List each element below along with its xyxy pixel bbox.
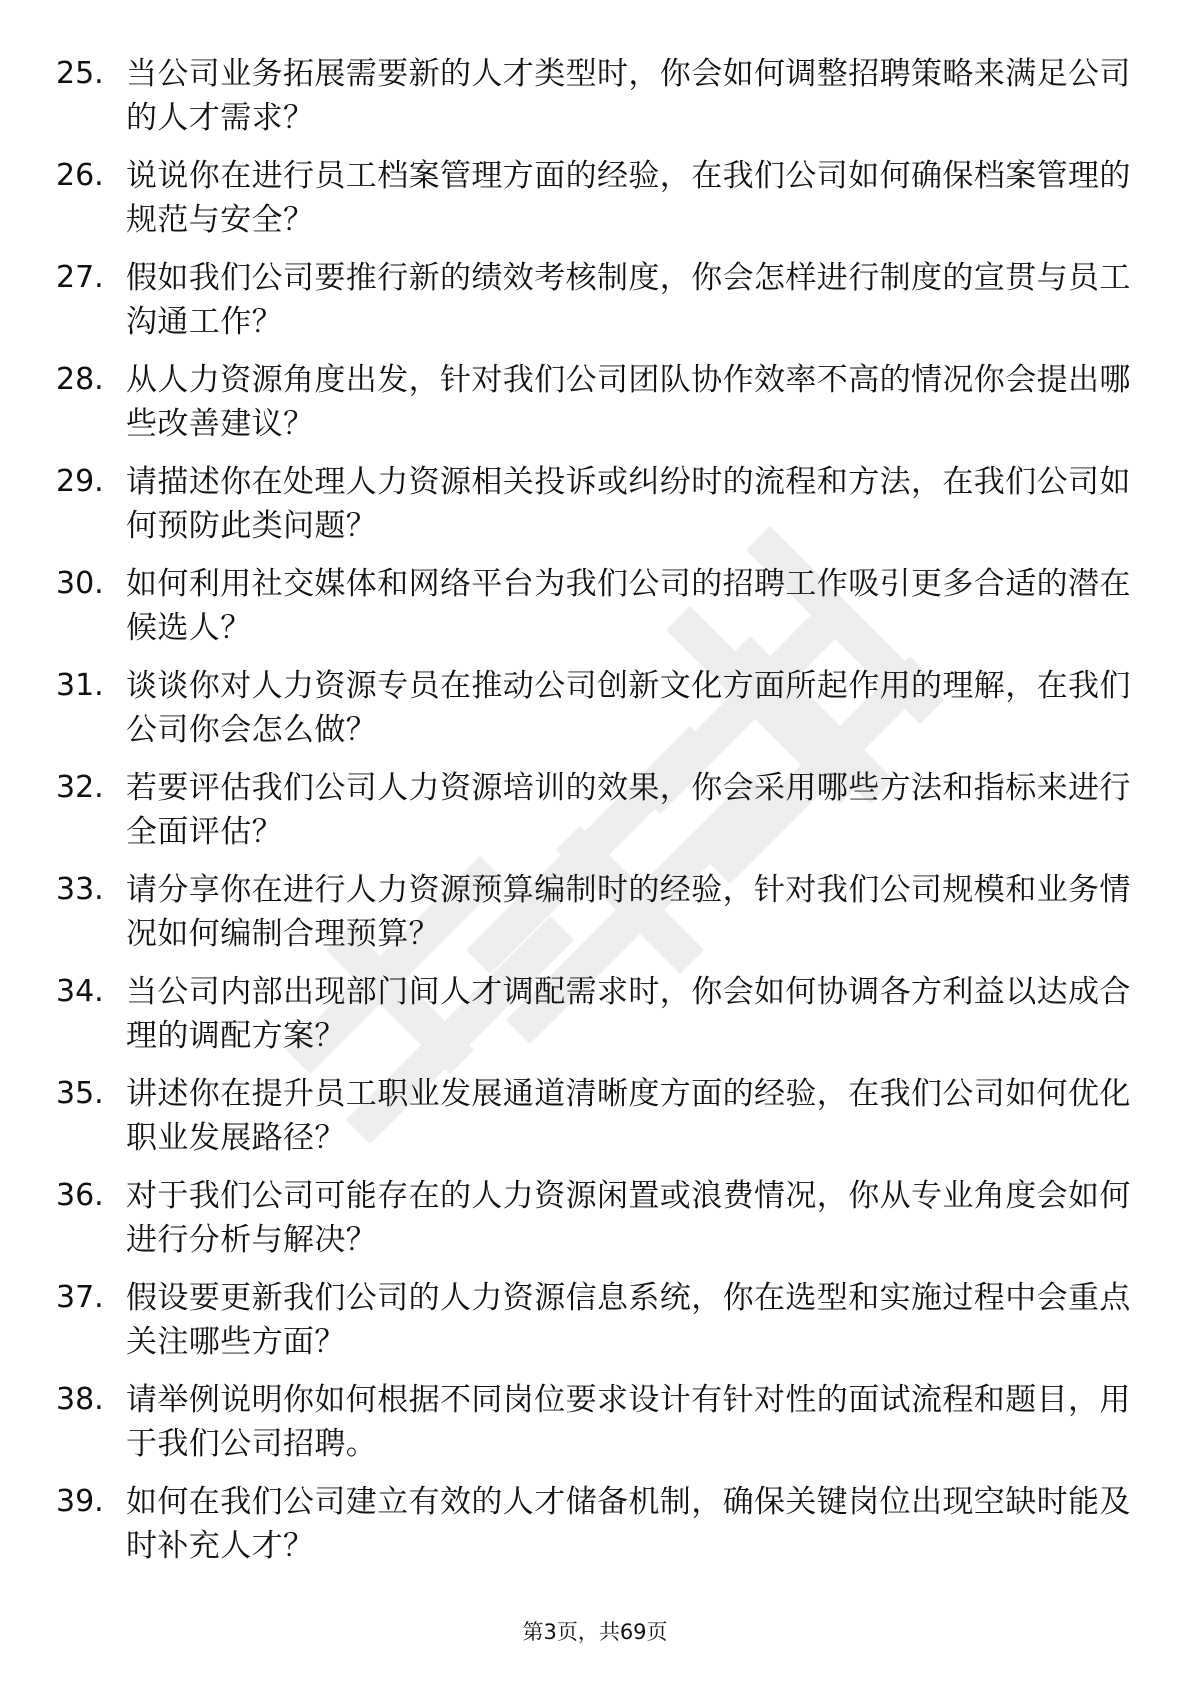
question-item — [56, 460, 1136, 562]
question-text: 如何在我们公司建立有效的人才储备机制，确保关键岗位出现空缺时能及时补充人才？ — [126, 1484, 1131, 1564]
question-text: 请举例说明你如何根据不同岗位要求设计有针对性的面试流程和题目，用于我们公司招聘。 — [126, 1382, 1131, 1462]
question-item — [56, 562, 1136, 664]
question-text: 当公司业务拓展需要新的人才类型时，你会如何调整招聘策略来满足公司的人才需求？ — [126, 56, 1131, 136]
question-text: 谈谈你对人力资源专员在推动公司创新文化方面所起作用的理解，在我们公司你会怎么做？ — [126, 668, 1131, 748]
page-footer: 第3页，共69页 — [522, 1620, 668, 1644]
question-number: 32. — [56, 770, 104, 805]
question-text: 假如我们公司要推行新的绩效考核制度，你会怎样进行制度的宣贯与员工沟通工作？ — [126, 260, 1131, 340]
question-item — [56, 52, 1136, 154]
question-number: 28. — [56, 362, 104, 397]
question-item — [56, 766, 1136, 868]
question-item — [56, 1480, 1136, 1582]
question-number: 26. — [56, 158, 104, 193]
question-text: 对于我们公司可能存在的人力资源闲置或浪费情况，你从专业角度会如何进行分析与解决？ — [126, 1178, 1131, 1258]
question-text: 说说你在进行员工档案管理方面的经验，在我们公司如何确保档案管理的规范与安全？ — [126, 158, 1131, 238]
question-text: 从人力资源角度出发，针对我们公司团队协作效率不高的情况你会提出哪些改善建议？ — [126, 362, 1131, 442]
question-number: 38. — [56, 1382, 104, 1417]
question-item — [56, 1276, 1136, 1378]
question-item — [56, 1378, 1136, 1480]
question-text: 请分享你在进行人力资源预算编制时的经验，针对我们公司规模和业务情况如何编制合理预算？ — [126, 872, 1131, 952]
question-number: 25. — [56, 56, 104, 91]
question-number: 31. — [56, 668, 104, 703]
question-text: 当公司内部出现部门间人才调配需求时，你会如何协调各方利益以达成合理的调配方案？ — [126, 974, 1131, 1054]
question-item — [56, 358, 1136, 460]
question-number: 33. — [56, 872, 104, 907]
question-item — [56, 256, 1136, 358]
question-item — [56, 1072, 1136, 1174]
question-number: 34. — [56, 974, 104, 1009]
question-number: 29. — [56, 464, 104, 499]
question-number: 39. — [56, 1484, 104, 1519]
question-text: 如何利用社交媒体和网络平台为我们公司的招聘工作吸引更多合适的潜在候选人？ — [126, 566, 1131, 646]
question-text: 请描述你在处理人力资源相关投诉或纠纷时的流程和方法，在我们公司如何预防此类问题？ — [126, 464, 1131, 544]
question-number: 27. — [56, 260, 104, 295]
question-list — [56, 52, 1136, 1582]
question-item — [56, 868, 1136, 970]
question-number: 30. — [56, 566, 104, 601]
question-item — [56, 664, 1136, 766]
question-text: 若要评估我们公司人力资源培训的效果，你会采用哪些方法和指标来进行全面评估？ — [126, 770, 1131, 850]
question-item — [56, 970, 1136, 1072]
question-text: 假设要更新我们公司的人力资源信息系统，你在选型和实施过程中会重点关注哪些方面？ — [126, 1280, 1131, 1360]
question-number: 37. — [56, 1280, 104, 1315]
question-text: 讲述你在提升员工职业发展通道清晰度方面的经验，在我们公司如何优化职业发展路径？ — [126, 1076, 1131, 1156]
question-number: 36. — [56, 1178, 104, 1213]
question-number: 35. — [56, 1076, 104, 1111]
question-item — [56, 154, 1136, 256]
question-item — [56, 1174, 1136, 1276]
